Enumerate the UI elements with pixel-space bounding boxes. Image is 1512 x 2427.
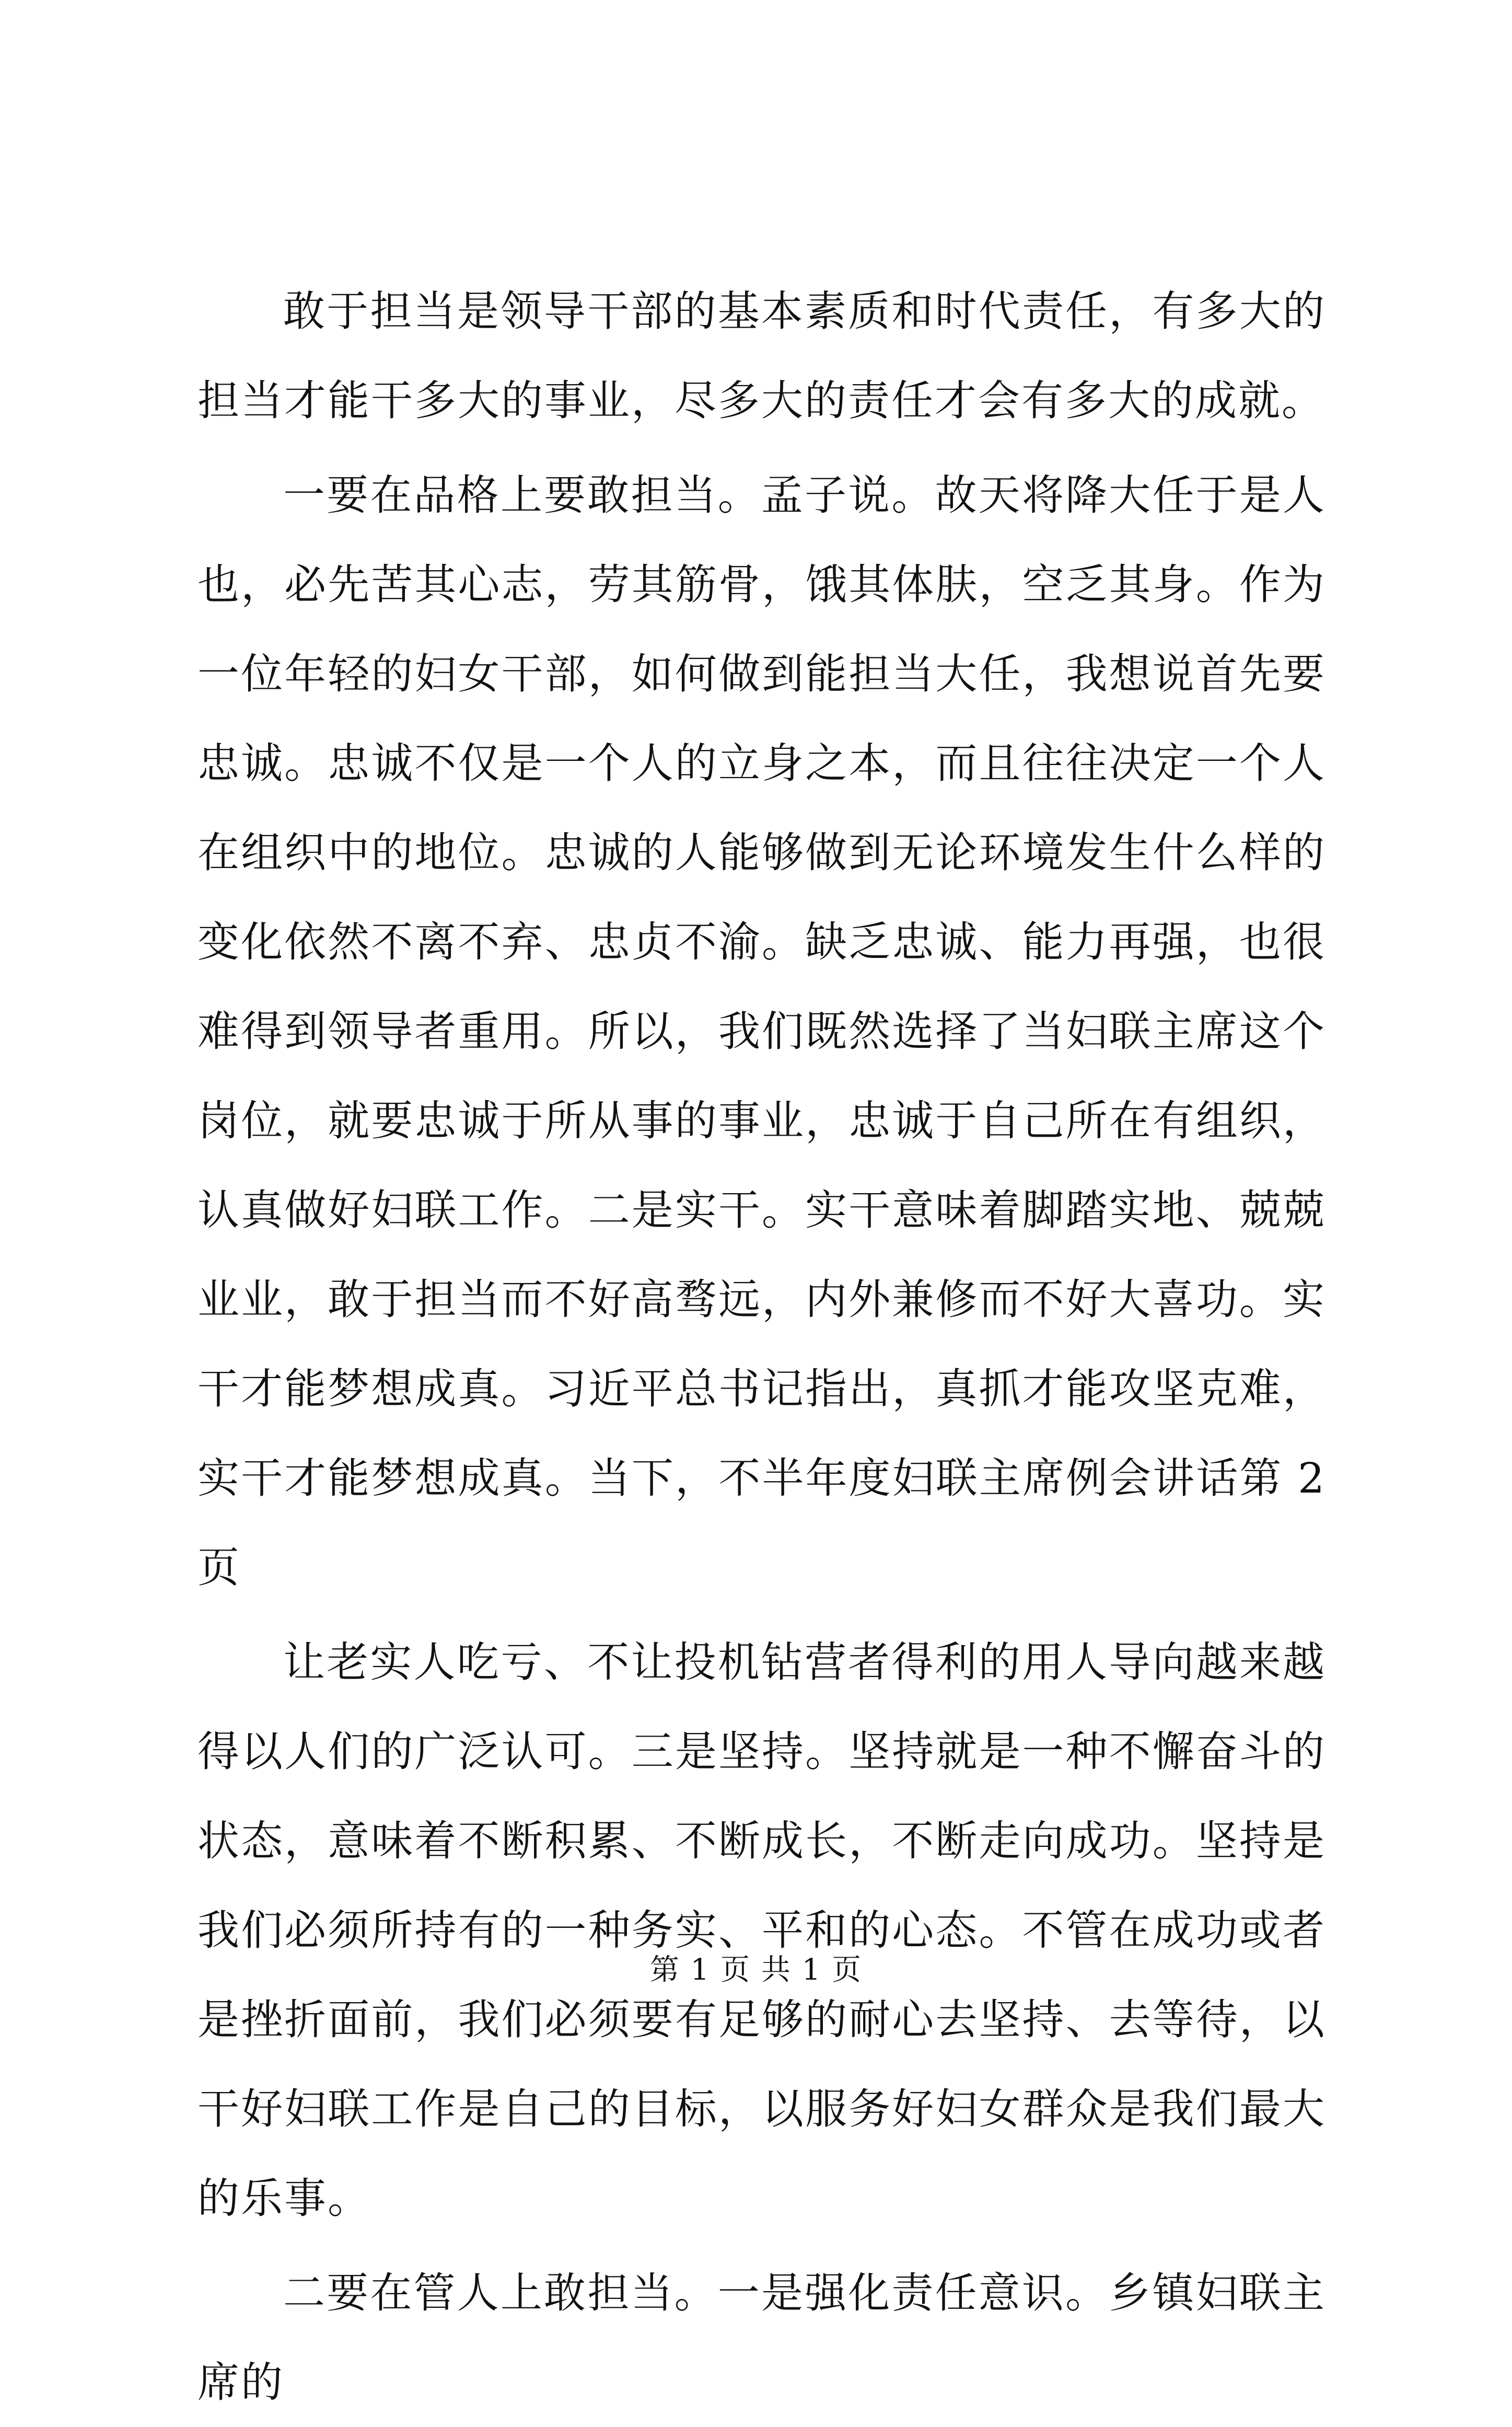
paragraph-persistence: 让老实人吃亏、不让投机钻营者得利的用人导向越来越得以人们的广泛认可。三是坚持。坚持就是一种不懈奋斗的状态，意味着不断积累、不断成长，不断走向成功。坚持是我们必须所持有的一种务实、平和的心态。不管在成功或者是挫折面前，我们必须要有足够的耐心去坚持、去等待，以干好妇联工作是自己的目标，以服务好妇女群众是我们最大的乐事。 xyxy=(197,1638,1326,2223)
paragraph-character: 一要在品格上要敢担当。孟子说。故天将降大任于是人也，必先苦其心志，劳其筋骨，饿其体肤，空乏其身。作为一位年轻的妇女干部，如何做到能担当大任，我想说首先要忠诚。忠诚不仅是一个人的立身之本，而且往往决定一个人在组织中的地位。忠诚的人能够做到无论环境发生什么样的变化依然不离不弃、忠贞不渝。缺乏忠诚、能力再强，也很难得到领导者重用。所以，我们既然选择了当妇联主席这个岗位，就要忠诚于所从事的事业，忠诚于自己所在有组织，认真做好妇联工作。二是实干。实干意味着脚踏实地、兢兢业业，敢于担当而不好高骛远，内外兼修而不好大喜功。实干才能梦想成真。习近平总书记指出，真抓才能攻坚克难，实干才能梦想成真。当下，不半年度妇联主席例会讲话第 2 页 xyxy=(197,471,1326,1592)
paragraph-management: 二要在管人上敢担当。一是强化责任意识。乡镇妇联主席的 xyxy=(197,2269,1326,2407)
paragraph-intro: 敢于担当是领导干部的基本素质和时代责任，有多大的担当才能干多大的事业，尽多大的责任才会有多大的成就。 xyxy=(197,287,1326,425)
page-footer: 第 1 页 共 1 页 xyxy=(649,1953,863,1987)
document-body xyxy=(197,267,1326,2427)
